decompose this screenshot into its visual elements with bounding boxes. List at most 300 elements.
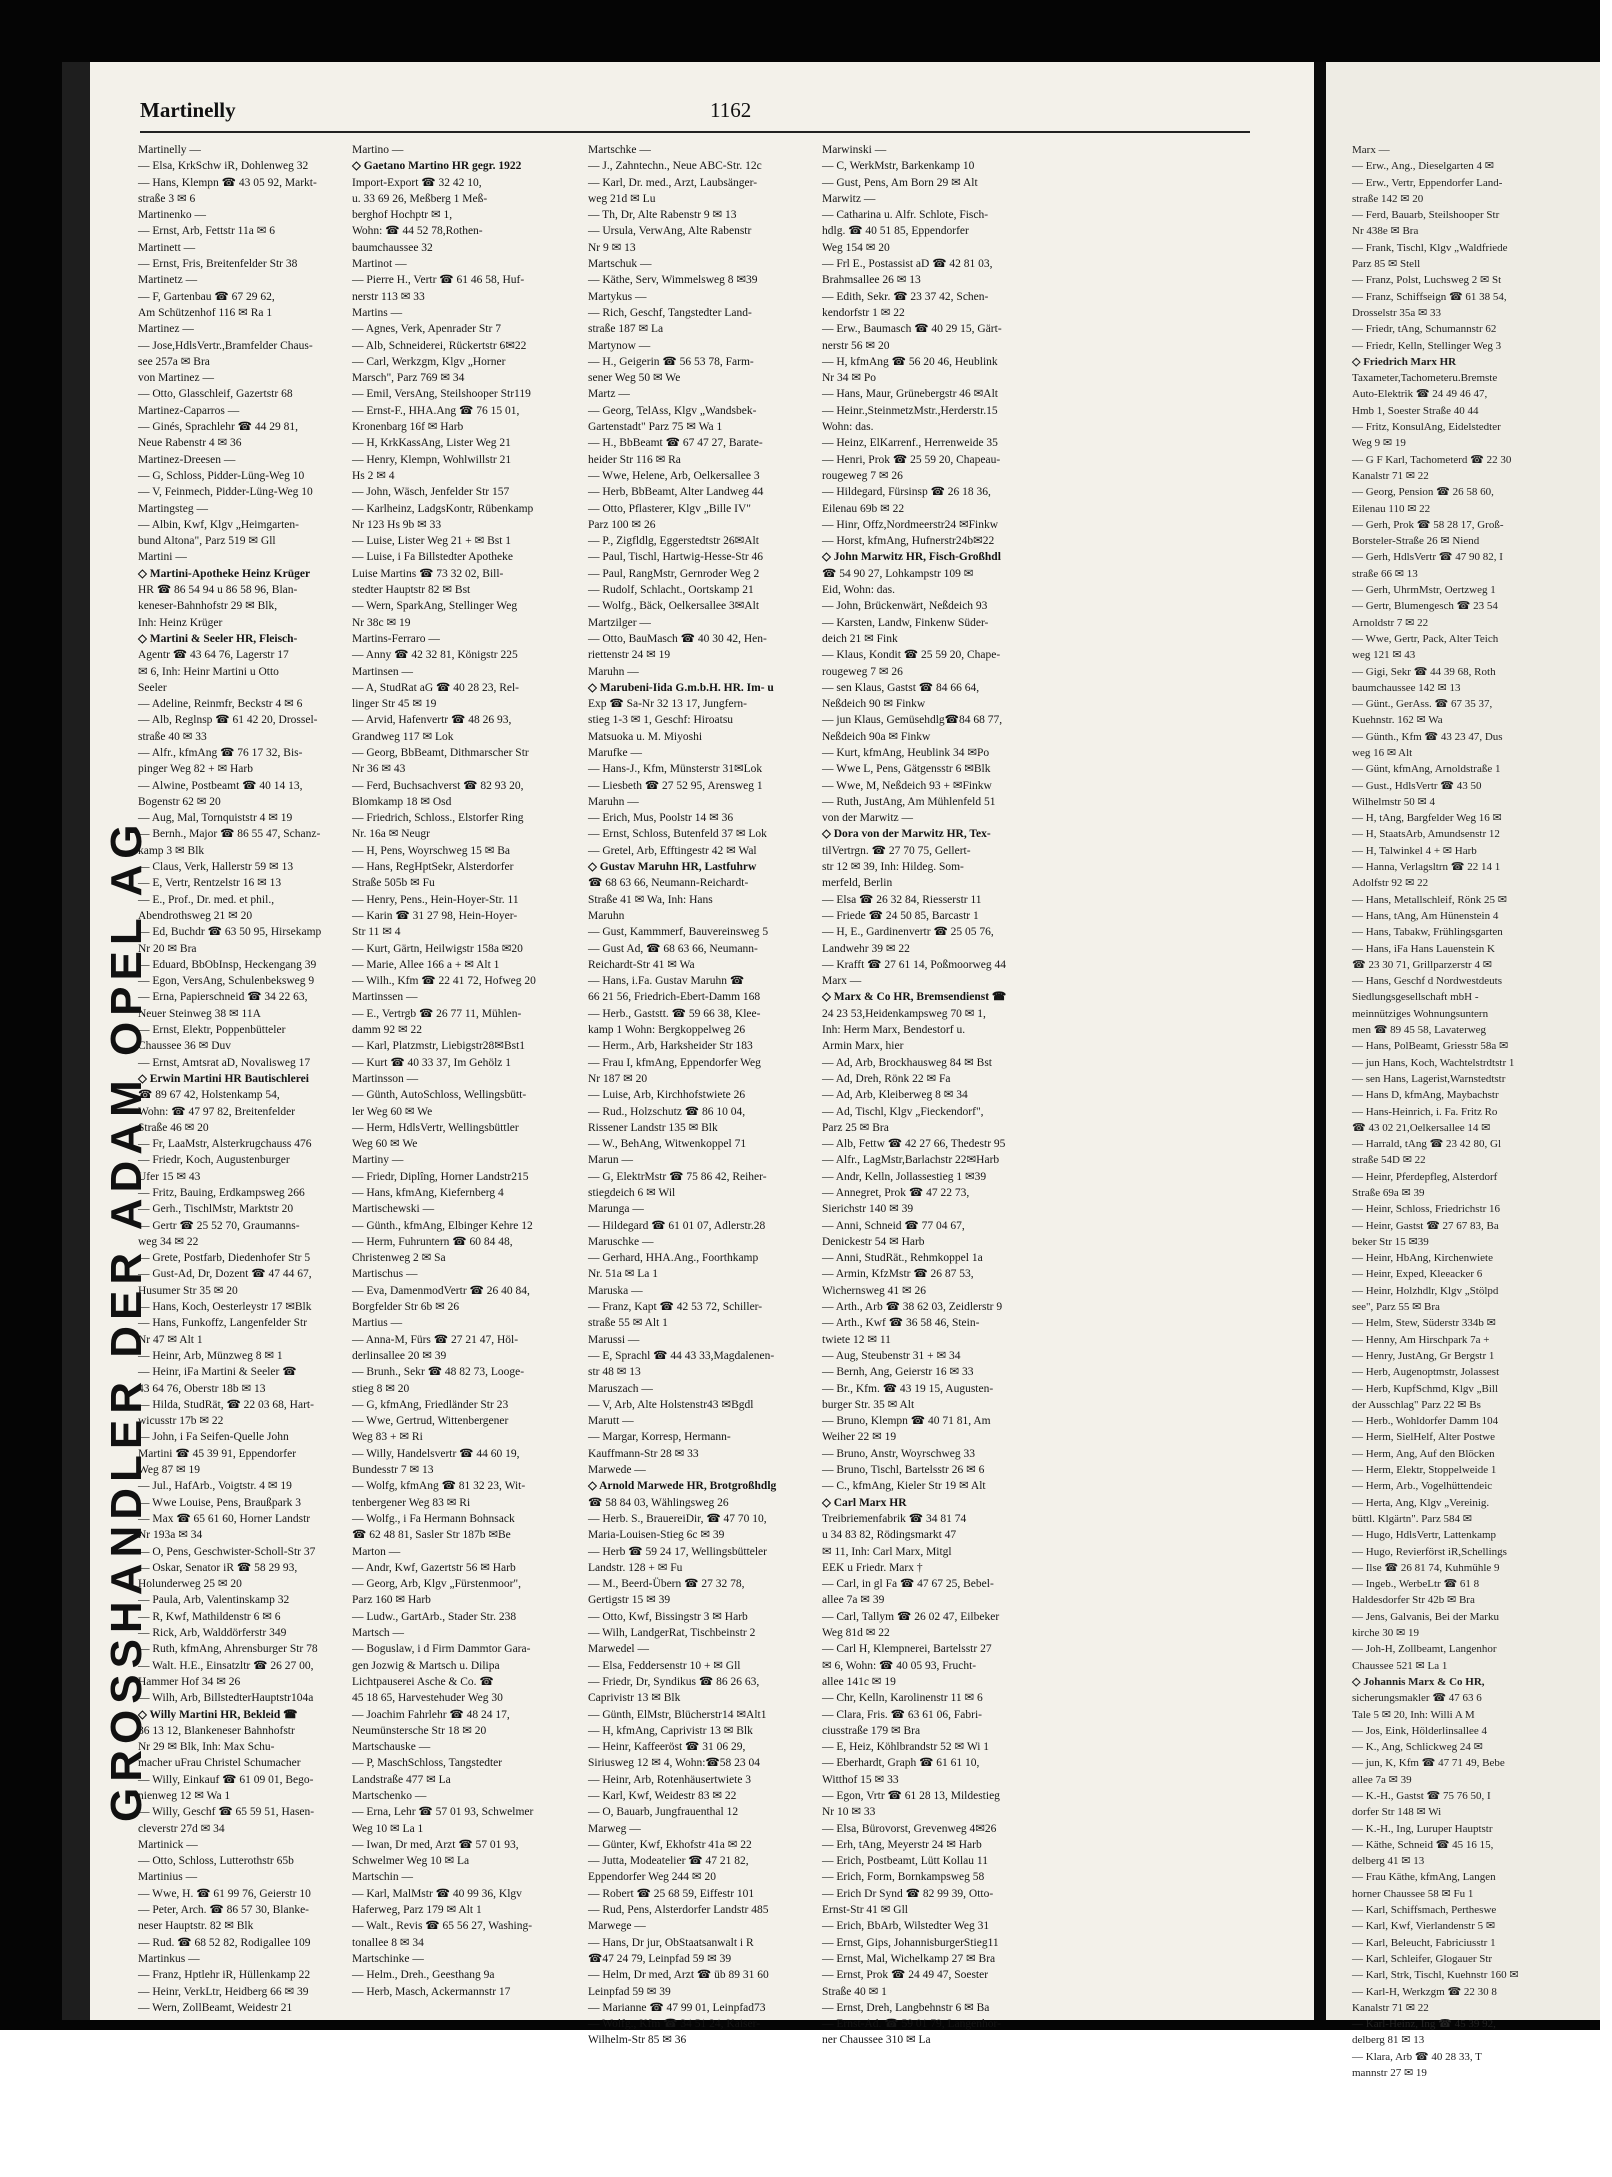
directory-entry: Nr. 16a ✉ Neugr [352, 828, 430, 841]
directory-entry: allee 7a ✉ 39 [822, 1594, 885, 1607]
directory-entry: — Emil, VersAng, Steilshooper Str119 [352, 388, 531, 401]
directory-entry: — Ernst-F., HHA.Ang ☎ 76 15 01, [352, 404, 520, 417]
directory-entry: kamp 3 ✉ Blk [138, 844, 205, 857]
directory-entry: 43 64 76, Oberstr 18b ✉ 13 [138, 1382, 266, 1395]
directory-entry: — Rud., Holzschutz ☎ 86 10 04, [588, 1105, 746, 1118]
directory-entry: Arnoldstr 7 ✉ 22 [1352, 616, 1429, 629]
directory-entry: Eilenau 110 ✉ 22 [1352, 502, 1431, 515]
directory-entry: ☎ 89 67 42, Holstenkamp 54, [138, 1089, 280, 1102]
directory-entry: — Rick, Arb, Walddörferstr 349 [138, 1627, 287, 1640]
directory-entry: ner Chaussee 310 ✉ La [822, 2034, 931, 2047]
directory-entry: — A, StudRat aG ☎ 40 28 23, Rel- [352, 681, 520, 694]
directory-entry: — E, Sprachl ☎ 44 43 33,Magdalenen- [588, 1349, 775, 1362]
directory-entry: — Gust., HdlsVertr ☎ 43 50 [1352, 779, 1482, 792]
directory-entry: — G F Karl, Tachometerd ☎ 22 30 [1352, 453, 1512, 466]
directory-entry: — Georg, TelAss, Klgv „Wandsbek- [588, 404, 757, 417]
directory-entry: Maruhn [588, 909, 625, 922]
surname-heading: Martischus — [352, 1268, 418, 1281]
directory-entry: rougeweg 7 ✉ 26 [822, 469, 903, 482]
directory-entry: — Marianne ☎ 47 99 01, Leinpfad73 [588, 2001, 766, 2014]
directory-entry: — Robert ☎ 25 68 59, Eiffestr 101 [588, 1887, 755, 1900]
directory-entry: — Hans, Dr jur, ObStaatsanwalt i R [588, 1936, 754, 1949]
directory-entry: ✉ 6, Inh: Heinr Martini u Otto [138, 665, 279, 678]
directory-entry: — Georg, BbBeamt, Dithmarscher Str [352, 746, 529, 759]
directory-entry: — Otto, Glasschleif, Gazertstr 68 [138, 388, 293, 401]
directory-entry: — Ludw., GartArb., Stader Str. 238 [352, 1610, 517, 1623]
surname-heading: Martini — [138, 551, 187, 564]
directory-entry: Nr 38c ✉ 19 [352, 616, 411, 629]
directory-entry: mannstr 27 ✉ 19 [1352, 2067, 1427, 2080]
directory-entry: see", Parz 55 ✉ Bra [1352, 1301, 1440, 1314]
directory-entry: Matsuoka u. M. Miyoshi [588, 730, 703, 743]
directory-entry: — C., kfmAng, Kieler Str 19 ✉ Alt [822, 1480, 986, 1493]
directory-entry: — O, Pens, Geschwister-Scholl-Str 37 [138, 1545, 316, 1558]
directory-entry: — Wwe, Gertr, Pack, Alter Teich [1352, 632, 1499, 645]
surname-heading: Maruska — [588, 1284, 643, 1297]
directory-entry: — Hildegard, Fürsinsp ☎ 26 18 36, [822, 486, 991, 499]
directory-entry: — F, Gartenbau ☎ 67 29 62, [138, 290, 275, 303]
directory-entry: Weg 87 ✉ 19 [138, 1464, 201, 1477]
directory-entry: Nr 9 ✉ 13 [588, 241, 636, 254]
directory-entry: — Herb, Masch, Ackermannstr 17 [352, 1985, 511, 1998]
surname-heading: Martinez — [138, 323, 194, 336]
directory-entry: — Kurt, kfmAng, Heublink 34 ✉Po [822, 746, 990, 759]
directory-entry: gen Jozwig & Martsch u. Dilipa [352, 1659, 500, 1672]
firm-listing: ◇ Friedrich Marx HR [1352, 355, 1457, 368]
directory-entry: — Karl, MalMstr ☎ 40 99 36, Klgv [352, 1887, 522, 1900]
surname-heading: Martykus — [588, 290, 647, 303]
directory-entry: pinger Weg 82 + ✉ Harb [138, 763, 253, 776]
directory-entry: — jun Klaus, Gemüsehdlg☎84 68 77, [822, 714, 1003, 727]
directory-entry: Kanalstr 71 ✉ 22 [1352, 469, 1429, 482]
directory-entry: — Iwan, Dr med, Arzt ☎ 57 01 93, [352, 1838, 519, 1851]
directory-entry: Hs 2 ✉ 4 [352, 469, 395, 482]
directory-entry: straße 3 ✉ 6 [138, 192, 196, 205]
directory-entry: — Bruno, Anstr, Woyrschweg 33 [822, 1447, 976, 1460]
directory-entry: — Wilh, LandgerRat, Tischbeinstr 2 [588, 1627, 756, 1640]
directory-entry: Inh: Heinz Krüger [138, 616, 223, 629]
directory-entry: — Ursula, VerwAng, Alte Rabenstr [588, 225, 752, 238]
directory-entry: Nr 34 ✉ Po [822, 372, 877, 385]
directory-entry: — Frau I, kfmAng, Eppendorfer Weg [588, 1056, 761, 1069]
directory-entry: Siedlungsgesellschaft mbH - [1352, 991, 1479, 1004]
directory-entry: — H, kfmAng ☎ 56 20 46, Heublink [822, 355, 998, 368]
directory-entry: Martini ☎ 45 39 91, Eppendorfer [138, 1447, 297, 1460]
directory-entry: Straße 69a ✉ 39 [1352, 1187, 1425, 1199]
directory-entry: Straße 505b ✉ Fu [352, 877, 435, 890]
directory-entry: — Gust-Ad, Dr, Dozent ☎ 47 44 67, [138, 1268, 312, 1281]
surname-heading: von der Marwitz — [822, 812, 914, 825]
directory-entry: — Albin, Kwf, Klgv „Heimgarten- [138, 518, 299, 531]
directory-entry: — Egon, Vrtr ☎ 61 28 13, Mildestieg [822, 1789, 1000, 1802]
firm-listing: ◇ Carl Marx HR [822, 1496, 907, 1509]
directory-entry: tonallee 8 ✉ 34 [352, 1936, 424, 1949]
directory-entry: — sen Hans, Lagerist,Warnstedtstr [1352, 1072, 1506, 1085]
directory-entry: — Br., Kfm. ☎ 43 19 15, Augusten- [822, 1382, 994, 1395]
directory-entry: — Gretel, Arb, Efftingestr 42 ✉ Wal [588, 844, 757, 857]
directory-entry: — Ed, Buchdr ☎ 63 50 95, Hirsekamp [138, 926, 322, 939]
directory-entry: — Otto, Schloss, Lutterothstr 65b [138, 1855, 294, 1868]
directory-entry: — Willy, Handelsvertr ☎ 44 60 19, [352, 1447, 520, 1460]
directory-entry: — H, kfmAng, Caprivistr 13 ✉ Blk [588, 1724, 753, 1737]
directory-entry: — Fritz, KonsulAng, Eidelstedter [1352, 421, 1501, 434]
directory-entry: — Herb., Gaststt. ☎ 59 66 38, Klee- [588, 1007, 761, 1020]
directory-entry: ☎ 43 02 21,Oelkersallee 14 ✉ [1352, 1121, 1491, 1134]
directory-entry: — Gerh, UhrmMstr, Oertzweg 1 [1352, 584, 1496, 597]
directory-entry: u 34 83 82, Rödingsmarkt 47 [822, 1529, 957, 1542]
directory-entry: — Th, Dr, Alte Rabenstr 9 ✉ 13 [588, 209, 737, 222]
directory-entry: — Wwe, Gertrud, Wittenbergener [352, 1415, 509, 1428]
surname-heading: Martinetz — [138, 274, 198, 287]
directory-entry: — Ernst, Schloss, Butenfeld 37 ✉ Lok [588, 828, 767, 841]
directory-entry: — Heinz, ElKarrenf., Herrenweide 35 [822, 437, 998, 450]
surname-heading: Martsch — [352, 1627, 405, 1640]
directory-entry: — M., Beerd-Übern ☎ 27 32 78, [588, 1578, 745, 1591]
directory-entry: Christenweg 2 ✉ Sa [352, 1252, 446, 1265]
surname-heading: Martinsson — [352, 1072, 419, 1085]
directory-entry: — Eduard, BbObInsp, Heckengang 39 [138, 958, 317, 971]
directory-entry: Bogenstr 62 ✉ 20 [138, 795, 221, 808]
directory-entry: straße 54D ✉ 22 [1352, 1154, 1426, 1167]
directory-entry: — Harrald, tAng ☎ 23 42 80, Gl [1352, 1138, 1502, 1151]
directory-entry: Leinpfad 59 ✉ 39 [588, 1985, 671, 1998]
directory-entry: u. 33 69 26, Meßberg 1 Meß- [352, 192, 488, 205]
surname-heading: Martinez-Caparros — [138, 404, 240, 417]
directory-entry: Neumünstersche Str 18 ✉ 20 [352, 1724, 487, 1737]
directory-entry: Agentr ☎ 43 64 76, Lagerstr 17 [138, 649, 289, 662]
directory-entry: — Ruth, kfmAng, Ahrensburger Str 78 [138, 1643, 318, 1656]
directory-entry: — Rich, Geschf, Tangstedter Land- [588, 306, 752, 319]
directory-entry: — Clara, Fris. ☎ 63 61 06, Fabri- [822, 1708, 982, 1721]
directory-entry: — Heinr, Exped, Kleeacker 6 [1352, 1268, 1483, 1281]
directory-entry: — Elsa, KrkSchw iR, Dohlenweg 32 [138, 160, 309, 173]
firm-listing: ◇ Martini & Seeler HR, Fleisch- [138, 632, 298, 645]
directory-entry: — Carl H, Klempnerei, Bartelsstr 27 [822, 1643, 992, 1656]
firm-listing: ◇ Gustav Maruhn HR, Lastfuhrw [588, 861, 757, 874]
directory-entry: cleverstr 27d ✉ 34 [138, 1822, 225, 1835]
directory-entry: Nr 10 ✉ 33 [822, 1806, 876, 1819]
directory-entry: — jun, K, Kfm ☎ 47 71 49, Bebe [1352, 1757, 1505, 1770]
firm-listing: ◇ John Marwitz HR, Fisch-Großhdl [822, 551, 1001, 564]
directory-entry: — Alb, Schneiderei, Rückertstr 6✉22 [352, 339, 527, 352]
directory-entry: Straße 41 ✉ Wa, Inh: Hans [588, 893, 713, 906]
directory-entry: — Heinr, Schloss, Friedrichstr 16 [1352, 1203, 1501, 1216]
directory-entry: Kuehnstr. 162 ✉ Wa [1352, 714, 1443, 727]
directory-entry: Nr 187 ✉ 20 [588, 1072, 648, 1085]
directory-entry: Landwehr 39 ✉ 22 [822, 942, 910, 955]
directory-entry: Drosselstr 35a ✉ 33 [1352, 306, 1441, 319]
surname-heading: Martinelly — [138, 144, 201, 156]
directory-entry: straße 40 ✉ 33 [138, 730, 207, 743]
directory-entry: — Friedrich, Schloss., Elstorfer Ring [352, 812, 524, 825]
directory-entry: Gertigstr 15 ✉ 39 [588, 1594, 671, 1607]
directory-entry: Parz 25 ✉ Bra [822, 1121, 889, 1134]
directory-entry: ☎ 23 30 71, Grillparzerstr 4 ✉ [1352, 958, 1492, 971]
directory-entry: — Annegret, Prok ☎ 47 22 73, [822, 1187, 970, 1199]
directory-entry: derlinsallee 20 ✉ 39 [352, 1349, 447, 1362]
directory-entry: hdlg. ☎ 40 51 85, Eppendorfer [822, 225, 969, 238]
directory-entry: Husumer Str 35 ✉ 20 [138, 1284, 238, 1297]
surname-heading: Martinot — [352, 258, 407, 271]
directory-entry: — Erh, tAng, Meyerstr 24 ✉ Harb [822, 1838, 982, 1851]
directory-entry: — H., Geigerin ☎ 56 53 78, Farm- [588, 355, 754, 368]
directory-entry: baumchaussee 142 ✉ 13 [1352, 681, 1461, 694]
directory-entry: Rissener Landstr 135 ✉ Blk [588, 1121, 718, 1134]
directory-entry: Treibriemenfabrik ☎ 34 81 74 [822, 1512, 967, 1525]
directory-entry: — Hans, PolBeamt, Griesstr 58a ✉ [1352, 1040, 1509, 1053]
surname-heading: Martz — [588, 388, 630, 401]
facing-page [1326, 62, 1600, 2080]
surname-heading: Martschke — [588, 144, 651, 156]
directory-entry: men ☎ 89 45 58, Lavaterweg [1352, 1024, 1487, 1037]
directory-entry: Weg 9 ✉ 19 [1352, 437, 1406, 450]
directory-entry: Wohn: ☎ 47 97 82, Breitenfelder [138, 1105, 296, 1118]
spine-advertisement-text: GROSSHANDLER DER ADAM OPEL AG [102, 818, 151, 1822]
directory-entry: — Gerhard, HHA.Ang., Foorthkamp [588, 1252, 759, 1265]
directory-entry: — H, Talwinkel 4 + ✉ Harb [1352, 844, 1477, 857]
directory-entry: Luise Martins ☎ 73 32 02, Bill- [352, 567, 504, 580]
directory-entry: — Elsa, Feddersenstr 10 + ✉ Gll [588, 1659, 741, 1672]
directory-entry: — Georg, Arb, Klgv „Fürstenmoor", [352, 1578, 521, 1591]
directory-entry: Tale 5 ✉ 20, Inh: Willi A M [1352, 1708, 1475, 1721]
directory-entry: — Herm., Arb, Harksheider Str 183 [588, 1040, 753, 1053]
directory-entry: — Franz, Hptlehr iR, Hüllenkamp 22 [138, 1969, 311, 1982]
directory-entry: — Rud, Pens, Alsterdorfer Landstr 485 [588, 1904, 769, 1917]
directory-entry: Weiher 22 ✉ 19 [822, 1431, 897, 1444]
directory-entry: Wohn: das. [822, 421, 874, 434]
directory-entry: — Gerh, Prok ☎ 58 28 17, Groß- [1352, 518, 1504, 531]
directory-entry: — Hans, Koch, Oesterleystr 17 ✉Blk [138, 1301, 312, 1314]
directory-entry: kendorfstr 1 ✉ 22 [822, 306, 905, 319]
directory-entry: — Pierre H., Vertr ☎ 61 46 58, Huf- [352, 274, 525, 287]
directory-entry: Haldesdorfer Str 42b ✉ Bra [1352, 1594, 1475, 1607]
surname-heading: Marwinski — [822, 144, 887, 156]
directory-entry: — Herta, Ang, Klgv „Vereinig. [1352, 1496, 1490, 1509]
directory-entry: Neßdeich 90a ✉ Finkw [822, 730, 931, 743]
directory-entry: — Ferd, Buchsachverst ☎ 82 93 20, [352, 779, 524, 792]
surname-heading: Martinsen — [352, 665, 414, 678]
directory-entry: — Alfr., LagMstr,Barlachstr 22✉Harb [822, 1154, 1000, 1167]
directory-entry: ☎47 24 79, Leinpfad 59 ✉ 39 [588, 1952, 732, 1965]
directory-entry: — V, Arb, Alte Holstenstr43 ✉Bgdl [588, 1398, 754, 1411]
directory-entry: straße 187 ✉ La [588, 323, 664, 336]
directory-entry: Maria-Louisen-Stieg 6c ✉ 39 [588, 1529, 725, 1542]
directory-entry: Gartenstadt" Parz 75 ✉ Wa 1 [588, 421, 723, 434]
directory-entry: — K., Ang, Schlickweg 24 ✉ [1352, 1741, 1483, 1754]
directory-entry: — jun Hans, Koch, Wachtelstrdtstr 1 [1352, 1056, 1515, 1069]
directory-entry: — Eva, DamenmodVertr ☎ 26 40 84, [352, 1284, 530, 1297]
directory-entry: büttl. Klgärtn". Parz 584 ✉ [1352, 1512, 1473, 1525]
firm-listing: ◇ Johannis Marx & Co HR, [1352, 1675, 1485, 1688]
directory-entry: — Friedr, Dr, Syndikus ☎ 86 26 63, [588, 1675, 760, 1688]
directory-entry: — Agnes, Verk, Apenrader Str 7 [352, 323, 501, 336]
directory-entry: — Henry, Klempn, Wohlwillstr 21 [352, 453, 512, 466]
directory-entry: — Paula, Arb, Valentinskamp 32 [138, 1594, 290, 1607]
directory-entry: — Erich, BbArb, Wilstedter Weg 31 [822, 1920, 990, 1933]
directory-entry: — Willy, Einkauf ☎ 61 09 01, Bego- [138, 1773, 314, 1786]
surname-heading: Martinssen — [352, 991, 418, 1004]
directory-entry: — Willy, Geschf ☎ 65 59 51, Hasen- [138, 1806, 315, 1819]
directory-entry: — Friedr, Koch, Augustenburger [138, 1154, 290, 1167]
directory-entry: Nr 29 ✉ Blk, Inh: Max Schu- [138, 1741, 275, 1754]
directory-entry: weg 34 ✉ 22 [138, 1235, 199, 1248]
directory-entry: — H, StaatsArb, Amundsenstr 12 [1352, 828, 1500, 841]
directory-entry: — Wolfg, kfmAng ☎ 81 32 23, Wit- [352, 1480, 526, 1493]
directory-entry: — Friede ☎ 24 50 85, Barcastr 1 [822, 909, 979, 922]
directory-entry: — John, i Fa Seifen-Quelle John [138, 1431, 289, 1444]
directory-entry: — Alwine, Postbeamt ☎ 40 14 13, [138, 779, 303, 792]
directory-entry: — Käthe, Schneid ☎ 45 16 15, [1352, 1838, 1494, 1851]
directory-entry: twiete 12 ✉ 11 [822, 1333, 891, 1346]
directory-entry: — Franz, Schiffseign ☎ 61 38 54, [1352, 290, 1507, 303]
directory-entry: — Gerh., TischlMstr, Marktstr 20 [138, 1203, 294, 1216]
directory-entry: — Bruno, Klempn ☎ 40 71 81, Am [822, 1415, 991, 1428]
directory-entry: — Wwe, Helene, Arb, Oelkersallee 3 [588, 469, 760, 482]
directory-entry: — Heinr, Holzhdlr, Klgv „Stölpd [1352, 1284, 1499, 1297]
directory-entry: — Herb, Augenoptmstr, Jolassest [1352, 1366, 1500, 1379]
directory-entry: — Paul, Tischl, Hartwig-Hesse-Str 46 [588, 551, 764, 564]
directory-entry: — C, WerkMstr, Barkenkamp 10 [822, 160, 975, 173]
directory-entry: 66 21 56, Friedrich-Ebert-Damm 168 [588, 991, 761, 1004]
directory-entry: — Klaus, Kondit ☎ 25 59 20, Chape- [822, 649, 1001, 662]
directory-entry: bund Altona", Parz 519 ✉ Gll [138, 535, 276, 548]
book-gutter [1314, 62, 1326, 2020]
directory-entry: — Ingeb., WerbeLtr ☎ 61 8 [1352, 1578, 1480, 1591]
directory-entry: — Franz, Polst, Luchsweg 2 ✉ St [1352, 274, 1502, 287]
directory-entry: — Wilh., Kfm ☎ 22 41 72, Hofweg 20 [352, 975, 536, 988]
directory-entry: — Hans, Geschf d Nordwestdeuts [1352, 975, 1502, 988]
directory-entry: — Luise, i Fa Billstedter Apotheke [352, 551, 513, 564]
directory-entry: horner Chaussee 58 ✉ Fu 1 [1352, 1887, 1474, 1900]
directory-entry: — Erna, Lehr ☎ 57 01 93, Schwelmer [352, 1806, 534, 1819]
directory-entry: Wichernsweg 41 ✉ 26 [822, 1284, 927, 1297]
directory-entry: — Jutta, Modeatelier ☎ 47 21 82, [588, 1855, 749, 1868]
directory-entry: Landstr. 128 + ✉ Fu [588, 1561, 683, 1574]
directory-entry: — Henry, Pens., Hein-Hoyer-Str. 11 [352, 893, 519, 906]
directory-entry: — Frank, Tischl, Klgv „Waldfriede [1352, 241, 1508, 254]
surname-heading: Martino — [352, 144, 404, 156]
directory-entry: — Ad, Arb, Brockhausweg 84 ✉ Bst [822, 1056, 992, 1069]
surname-heading: Martschenko — [352, 1789, 427, 1802]
directory-entry: — Henri, Prok ☎ 25 59 20, Chapeau- [822, 453, 1001, 466]
directory-entry: — Ernst, Elektr, Poppenbütteler [138, 1024, 286, 1037]
directory-entry: — Georg, Pension ☎ 26 58 60, [1352, 486, 1494, 499]
surname-heading: Martynow — [588, 339, 651, 352]
directory-entry: — Erich Dr Synd ☎ 82 99 39, Otto- [822, 1887, 994, 1900]
directory-entry: Neßdeich 90 ✉ Finkw [822, 698, 926, 711]
directory-entry: Hmb 1, Soester Straße 40 44 [1352, 404, 1479, 417]
directory-entry: — Otto, Kwf, Bissingstr 3 ✉ Harb [588, 1610, 748, 1623]
surname-heading: Martschuk — [588, 258, 652, 271]
directory-entry: tenbergener Weg 83 ✉ Ri [352, 1496, 471, 1509]
directory-entry: nerstr 113 ✉ 33 [352, 290, 425, 303]
directory-entry: ☎ 62 48 81, Sasler Str 187b ✉Be [352, 1529, 511, 1542]
directory-entry: — Oskar, Senator iR ☎ 58 29 93, [138, 1561, 298, 1574]
surname-heading: Marx — [822, 975, 862, 988]
firm-listing: ◇ Arnold Marwede HR, Brotgroßhdlg [588, 1480, 777, 1493]
directory-entry: — Armin, KfzMstr ☎ 26 87 53, [822, 1268, 974, 1281]
directory-entry: ☎ 54 90 27, Lohkampstr 109 ✉ [822, 567, 974, 580]
directory-entry: — Hilda, StudRät, ☎ 22 03 68, Hart- [138, 1398, 314, 1411]
directory-entry: — Karsten, Landw, Finkenw Süder- [822, 616, 989, 629]
page-number: 1162 [710, 98, 752, 122]
surname-heading: Marutt — [588, 1415, 634, 1428]
directory-entry: delberg 41 ✉ 13 [1352, 1855, 1425, 1868]
directory-entry: — Friedr, tAng, Schumannstr 62 [1352, 323, 1497, 336]
directory-entry: ciusstraße 179 ✉ Bra [822, 1724, 921, 1737]
directory-entry: — Heinr, Pferdepfleg, Alsterdorf [1352, 1170, 1498, 1183]
directory-entry: nienweg 12 ✉ Wa 1 [138, 1789, 231, 1802]
directory-entry: riettenstr 24 ✉ 19 [588, 649, 671, 662]
directory-entry: — Anna-M, Fürs ☎ 27 21 47, Höl- [352, 1333, 519, 1346]
directory-entry: merfeld, Berlin [822, 877, 893, 890]
directory-entry: — Gigi, Sekr ☎ 44 39 68, Roth [1352, 665, 1496, 678]
directory-entry: — Ernst, Mal, Wichelkamp 27 ✉ Bra [822, 1952, 996, 1965]
directory-entry: — Herm, HdlsVertr, Wellingsbüttler [352, 1121, 519, 1134]
directory-entry: Weg 83 + ✉ Ri [352, 1431, 423, 1444]
directory-entry: — Anny ☎ 42 32 81, Königstr 225 [352, 649, 518, 662]
firm-listing: ◇ Dora von der Marwitz HR, Tex- [822, 828, 991, 841]
directory-entry: — Hans-J., Kfm, Münsterstr 31✉Lok [588, 763, 763, 776]
directory-entry: Chaussee 521 ✉ La 1 [1352, 1659, 1448, 1672]
directory-entry: — Hugo, HdlsVertr, Lattenkamp [1352, 1529, 1497, 1542]
directory-entry: — Erich, Form, Bornkampsweg 58 [822, 1871, 985, 1884]
directory-entry: Am Schützenhof 116 ✉ Ra 1 [138, 306, 273, 319]
directory-entry: — G, ElektrMstr ☎ 75 86 42, Reiher- [588, 1170, 767, 1183]
surname-heading: von Martinez — [138, 372, 215, 385]
surname-heading: Marx — [1352, 144, 1390, 156]
directory-entry: — Ernst, Gips, JohannisburgerStieg11 [822, 1936, 999, 1949]
directory-entry: — Wwe L, Pens, Gätgensstr 6 ✉Blk [822, 763, 991, 776]
directory-entry: delberg 81 ✉ 13 [1352, 2034, 1425, 2047]
directory-entry: sicherungsmakler ☎ 47 63 6 [1352, 1692, 1482, 1705]
directory-entry: — K.-H., Ing, Luruper Hauptstr [1352, 1822, 1493, 1835]
directory-entry: Siriusweg 12 ✉ 4, Wohn:☎58 23 04 [588, 1757, 761, 1770]
directory-entry: EEK u Friedr. Marx † [822, 1561, 923, 1574]
directory-entry: Reichardt-Str 41 ✉ Wa [588, 958, 695, 971]
directory-entry: Ernst-Str 41 ✉ Gll [822, 1904, 908, 1917]
directory-entry: — Ernst, Prok ☎ 24 49 47, Soester [822, 1969, 989, 1982]
directory-entry: — Max ☎ 65 61 60, Horner Landstr [138, 1512, 311, 1525]
directory-entry: — Wilh, Arb, BillstedterHauptstr104a [138, 1692, 314, 1705]
directory-entry: — Ernst, Amtsrat aD, Novalisweg 17 [138, 1056, 311, 1069]
surname-heading: Martiny — [352, 1154, 404, 1167]
directory-entry: — Heinr, iFa Martini & Seeler ☎ [138, 1366, 297, 1379]
directory-entry: — Heinr, Arb, Münzweg 8 ✉ 1 [138, 1349, 283, 1362]
directory-entry: — Günth, ElMstr, Blücherstr14 ✉Alt1 [588, 1708, 767, 1721]
directory-entry: — Karl-Heinz, Ing ☎ 45 39 92, [1352, 2018, 1496, 2031]
directory-entry: — V, Feinmech, Pidder-Lüng-Weg 10 [138, 486, 313, 499]
directory-entry: burger Str. 35 ✉ Alt [822, 1398, 915, 1411]
directory-entry: — Hans, iFa Hans Lauenstein K [1352, 942, 1495, 955]
directory-entry: — Luise, Lister Weg 21 + ✉ Bst 1 [352, 535, 512, 548]
directory-entry: — Joh-H, Zollbeamt, Langenhor [1352, 1643, 1497, 1656]
directory-entry: Witthof 15 ✉ 33 [822, 1773, 899, 1786]
surname-heading: Marweg — [588, 1822, 641, 1835]
directory-entry: straße 55 ✉ Alt 1 [588, 1317, 668, 1330]
directory-entry: — Walt. H.E., Einsatzltr ☎ 26 27 00, [138, 1659, 314, 1672]
directory-entry: — Alfr., kfmAng ☎ 76 17 32, Bis- [138, 746, 303, 759]
directory-entry: Lichtpauserei Asche & Co. ☎ [352, 1675, 494, 1688]
directory-entry: baumchaussee 32 [352, 241, 433, 254]
directory-entry: — Ad, Dreh, Rönk 22 ✉ Fa [822, 1072, 951, 1085]
directory-entry: 86 13 12, Blankeneser Bahnhofstr [138, 1724, 295, 1737]
surname-heading: Martingsteg — [138, 502, 208, 515]
directory-entry: — Herm, Fuhruntern ☎ 60 84 48, [352, 1235, 513, 1248]
directory-entry: rougeweg 7 ✉ 26 [822, 665, 903, 678]
directory-entry: — Wwe, H. ☎ 61 99 76, Geierstr 10 [138, 1887, 311, 1900]
directory-entry: — Gerh, HdlsVertr ☎ 47 90 82, I [1352, 551, 1503, 564]
